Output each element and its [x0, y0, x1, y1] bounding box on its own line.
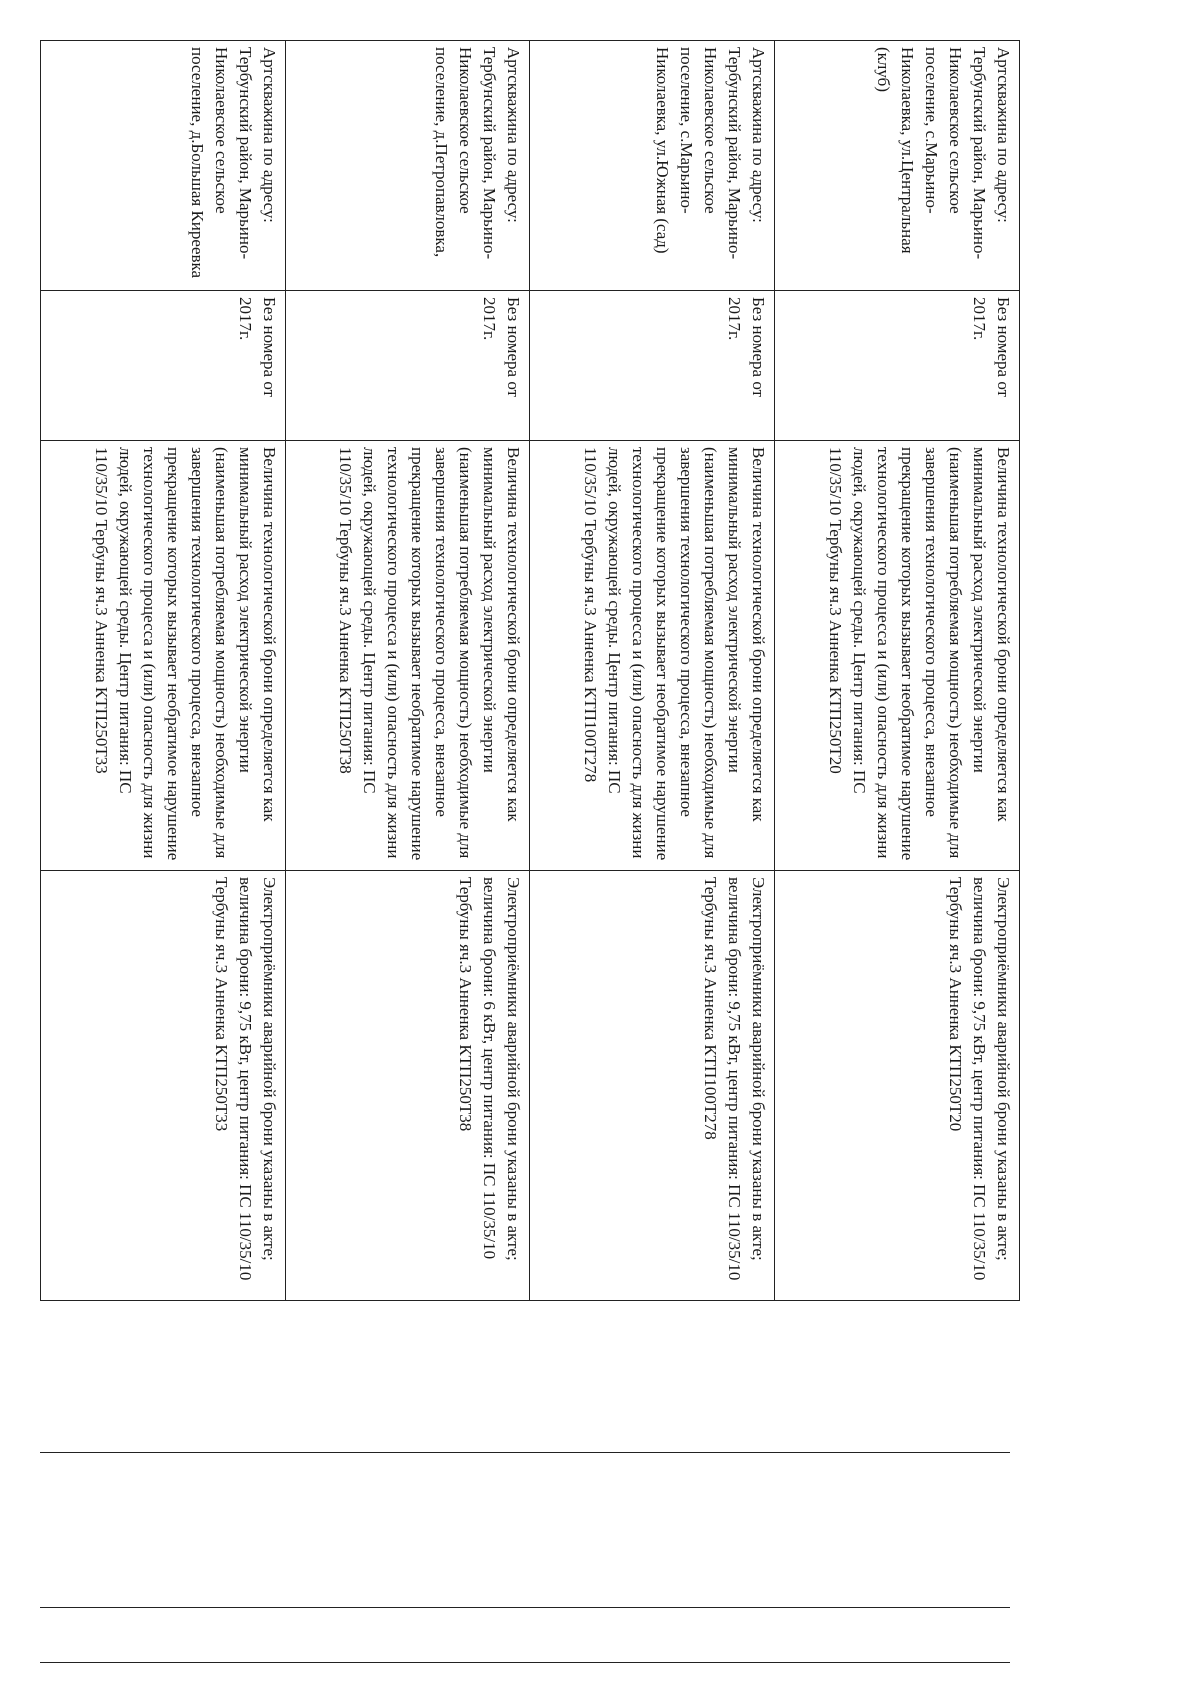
signature-line — [40, 1662, 1010, 1663]
reservation-table — [40, 40, 1020, 1301]
table-row — [530, 41, 775, 1301]
document-cell: Без номера от 2017г. — [775, 291, 1020, 441]
signature-line — [40, 1607, 1010, 1608]
emergency-reserve-cell: Электроприёмники аварийной брони указаны в акте; величина брони: 9,75 кВт, центр питания: ПС 110/35/10 Тербуны яч.3 Аннeнка КТП100Т278 — [530, 871, 775, 1301]
document-cell: Без номера от 2017г. — [285, 291, 530, 441]
emergency-reserve-cell: Электроприёмники аварийной брони указаны в акте; величина брони: 9,75 кВт, центр питания: ПС 110/35/10 Тербуны яч.3 Аннeнка КТП250Т20 — [775, 871, 1020, 1301]
technological-reserve-cell: Величина технологической брони определяется как минимальный расход электрической энергии (наименьшая потребляемая мощность) необходимые для завершения технологического процесса, внезапное прекращение которых вызывает необратимое нарушение технологического процесса и (или) опасность для жизни людей, окружающей среды. Центр питания: ПС 110/35/10 Тербуны яч.3 Аннeнка КТП250Т38 — [285, 441, 530, 871]
technological-reserve-cell: Величина технологической брони определяется как минимальный расход электрической энергии (наименьшая потребляемая мощность) необходимые для завершения технологического процесса, внезапное прекращение которых вызывает необратимое нарушение технологического процесса и (или) опасность для жизни людей, окружающей среды. Центр питания: ПС 110/35/10 Тербуны яч.3 Аннeнка КТП100Т278 — [530, 441, 775, 871]
emergency-reserve-cell: Электроприёмники аварийной брони указаны в акте; величина брони: 9,75 кВт, центр питания: ПС 110/35/10 Тербуны яч.3 Аннeнка КТП250Т33 — [41, 871, 286, 1301]
technological-reserve-cell: Величина технологической брони определяется как минимальный расход электрической энергии (наименьшая потребляемая мощность) необходимые для завершения технологического процесса, внезапное прекращение которых вызывает необратимое нарушение технологического процесса и (или) опасность для жизни людей, окружающей среды. Центр питания: ПС 110/35/10 Тербуны яч.3 Аннeнка КТП250Т33 — [41, 441, 286, 871]
table-row — [41, 41, 286, 1301]
technological-reserve-cell: Величина технологической брони определяется как минимальный расход электрической энергии (наименьшая потребляемая мощность) необходимые для завершения технологического процесса, внезапное прекращение которых вызывает необратимое нарушение технологического процесса и (или) опасность для жизни людей, окружающей среды. Центр питания: ПС 110/35/10 Тербуны яч.3 Аннeнка КТП250Т20 — [775, 441, 1020, 871]
rotated-page-content — [40, 40, 1020, 1300]
address-cell: Артскважина по адресу: Тербунский район, Марьино-Николаевское сельское поселение, д.Петропавловка, — [285, 41, 530, 291]
address-cell: Артскважина по адресу: Тербунский район, Марьино-Николаевское сельское поселение, д.Большая Киреевка — [41, 41, 286, 291]
address-cell: Артскважина по адресу: Тербунский район, Марьино-Николаевское сельское поселение, с.Марьино-Николаевка, ул.Центральная (клуб) — [775, 41, 1020, 291]
table-row — [285, 41, 530, 1301]
document-cell: Без номера от 2017г. — [41, 291, 286, 441]
document-cell: Без номера от 2017г. — [530, 291, 775, 441]
address-cell: Артскважина по адресу: Тербунский район, Марьино-Николаевское сельское поселение, с.Марьино-Николаевка, ул.Южная (сад) — [530, 41, 775, 291]
table-row — [775, 41, 1020, 1301]
emergency-reserve-cell: Электроприёмники аварийной брони указаны в акте; величина брони: 6 кВт, центр питания: ПС 110/35/10 Тербуны яч.3 Аннeнка КТП250Т38 — [285, 871, 530, 1301]
signature-line — [40, 1452, 1010, 1453]
